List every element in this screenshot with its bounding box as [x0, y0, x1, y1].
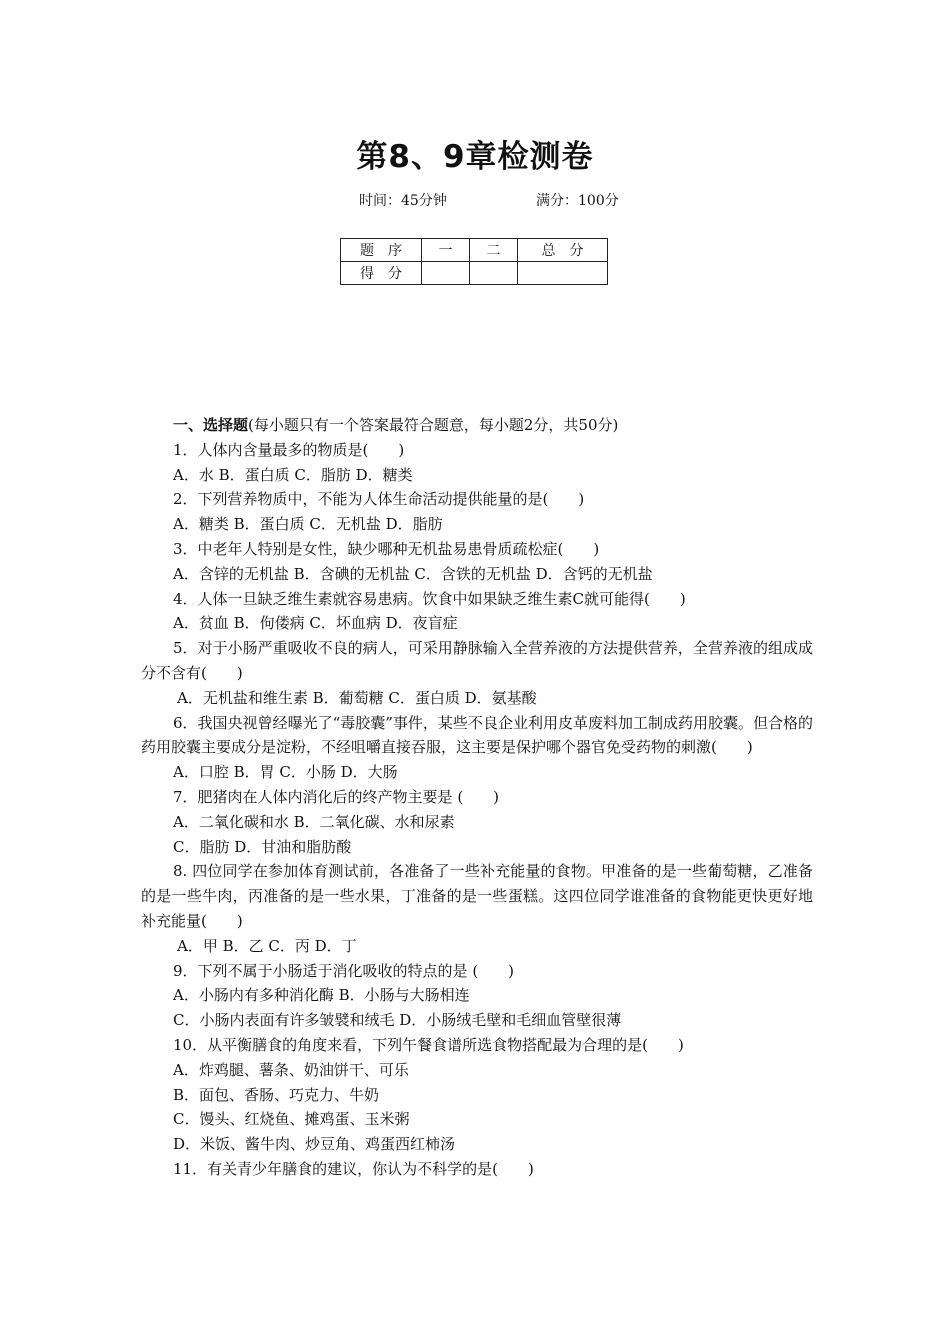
question-line: 1．人体内含量最多的物质是( ) [173, 440, 405, 459]
score-table-header-cell: 一 [422, 239, 470, 262]
question-line: 10．从平衡膳食的角度来看，下列午餐食谱所选食物搭配最为合理的是( ) [173, 1035, 684, 1054]
score-table [340, 238, 608, 285]
score-cell-part1[interactable] [422, 262, 470, 285]
question-line: 7．肥猪肉在人体内消化后的终产物主要是 ( ) [173, 787, 500, 806]
page-title: 第8、9章检测卷 [356, 139, 594, 175]
question-line: 9．下列不属于小肠适于消化吸收的特点的是 ( ) [173, 961, 515, 980]
option-line: A．糖类 B．蛋白质 C．无机盐 D．脂肪 [173, 515, 443, 534]
option-line: A．甲 B．乙 C．丙 D．丁 [177, 936, 357, 955]
option-line: C．小肠内表面有许多皱襞和绒毛 D．小肠绒毛壁和毛细血管壁很薄 [173, 1011, 622, 1030]
score-table-header-row [341, 239, 608, 262]
score-table-header-cell: 题 序 [341, 239, 422, 262]
option-line: A．炸鸡腿、薯条、奶油饼干、可乐 [173, 1060, 409, 1079]
option-line: D．米饭、酱牛肉、炒豆角、鸡蛋西红柿汤 [173, 1135, 456, 1154]
question-line: 4．人体一旦缺乏维生素就容易患病。饮食中如果缺乏维生素C就可能得( ) [173, 589, 686, 608]
score-table-header-cell: 二 [470, 239, 518, 262]
question-content [141, 413, 813, 1182]
section-note: (每小题只有一个答案最符合题意，每小题2分，共50分) [248, 416, 619, 434]
option-line: A．二氧化碳和水 B．二氧化碳、水和尿素 [173, 812, 455, 831]
option-line: C．馒头、红烧鱼、摊鸡蛋、玉米粥 [173, 1110, 410, 1129]
option-line: A．贫血 B．佝偻病 C．坏血病 D．夜盲症 [173, 614, 458, 633]
question-paragraph: 8. 四位同学在参加体育测试前，各准备了一些补充能量的食物。甲准备的是一些葡萄糖，乙准备的是一些牛肉，丙准备的是一些水果，丁准备的是一些蛋糕。这四位同学谁准备的食物能更快更好地补充能量( ) [141, 862, 813, 930]
score-table-row-label: 得 分 [341, 262, 422, 285]
option-line: A．水 B．蛋白质 C．脂肪 D．糖类 [173, 465, 413, 484]
option-line: A．含锌的无机盐 B．含碘的无机盐 C．含铁的无机盐 D．含钙的无机盐 [173, 564, 653, 583]
question-paragraph: 6．我国央视曾经曝光了“毒胶囊”事件，某些不良企业利用皮革废料加工制成药用胶囊。但合格的药用胶囊主要成分是淀粉，不经咀嚼直接吞服，这主要是保护哪个器官免受药物的刺激( ) [141, 713, 813, 757]
score-table-row [341, 262, 608, 285]
score-table-header-cell: 总 分 [518, 239, 608, 262]
section-heading [141, 413, 813, 438]
score-cell-total[interactable] [518, 262, 608, 285]
score-cell-part2[interactable] [470, 262, 518, 285]
section-title: 一、选择题 [173, 416, 249, 434]
option-line: C．脂肪 D．甘油和脂肪酸 [173, 837, 352, 856]
option-line: A．口腔 B．胃 C．小肠 D．大肠 [173, 763, 398, 782]
question-line: 2．下列营养物质中，不能为人体生命活动提供能量的是( ) [173, 490, 585, 509]
option-line: A．无机盐和维生素 B．葡萄糖 C．蛋白质 D．氨基酸 [177, 688, 537, 707]
option-line: A．小肠内有多种消化酶 B．小肠与大肠相连 [173, 986, 470, 1005]
full-score: 满分：100分 [536, 193, 619, 209]
question-paragraph: 5．对于小肠严重吸收不良的病人，可采用静脉输入全营养液的方法提供营养，全营养液的组成成分不含有( ) [141, 639, 813, 682]
option-line: B．面包、香肠、巧克力、牛奶 [173, 1085, 380, 1104]
time-limit: 时间：45分钟 [359, 193, 447, 209]
question-line: 11．有关青少年膳食的建议，你认为不科学的是( ) [173, 1159, 534, 1178]
question-line: 3．中老年人特别是女性，缺少哪种无机盐易患骨质疏松症( ) [173, 539, 600, 558]
